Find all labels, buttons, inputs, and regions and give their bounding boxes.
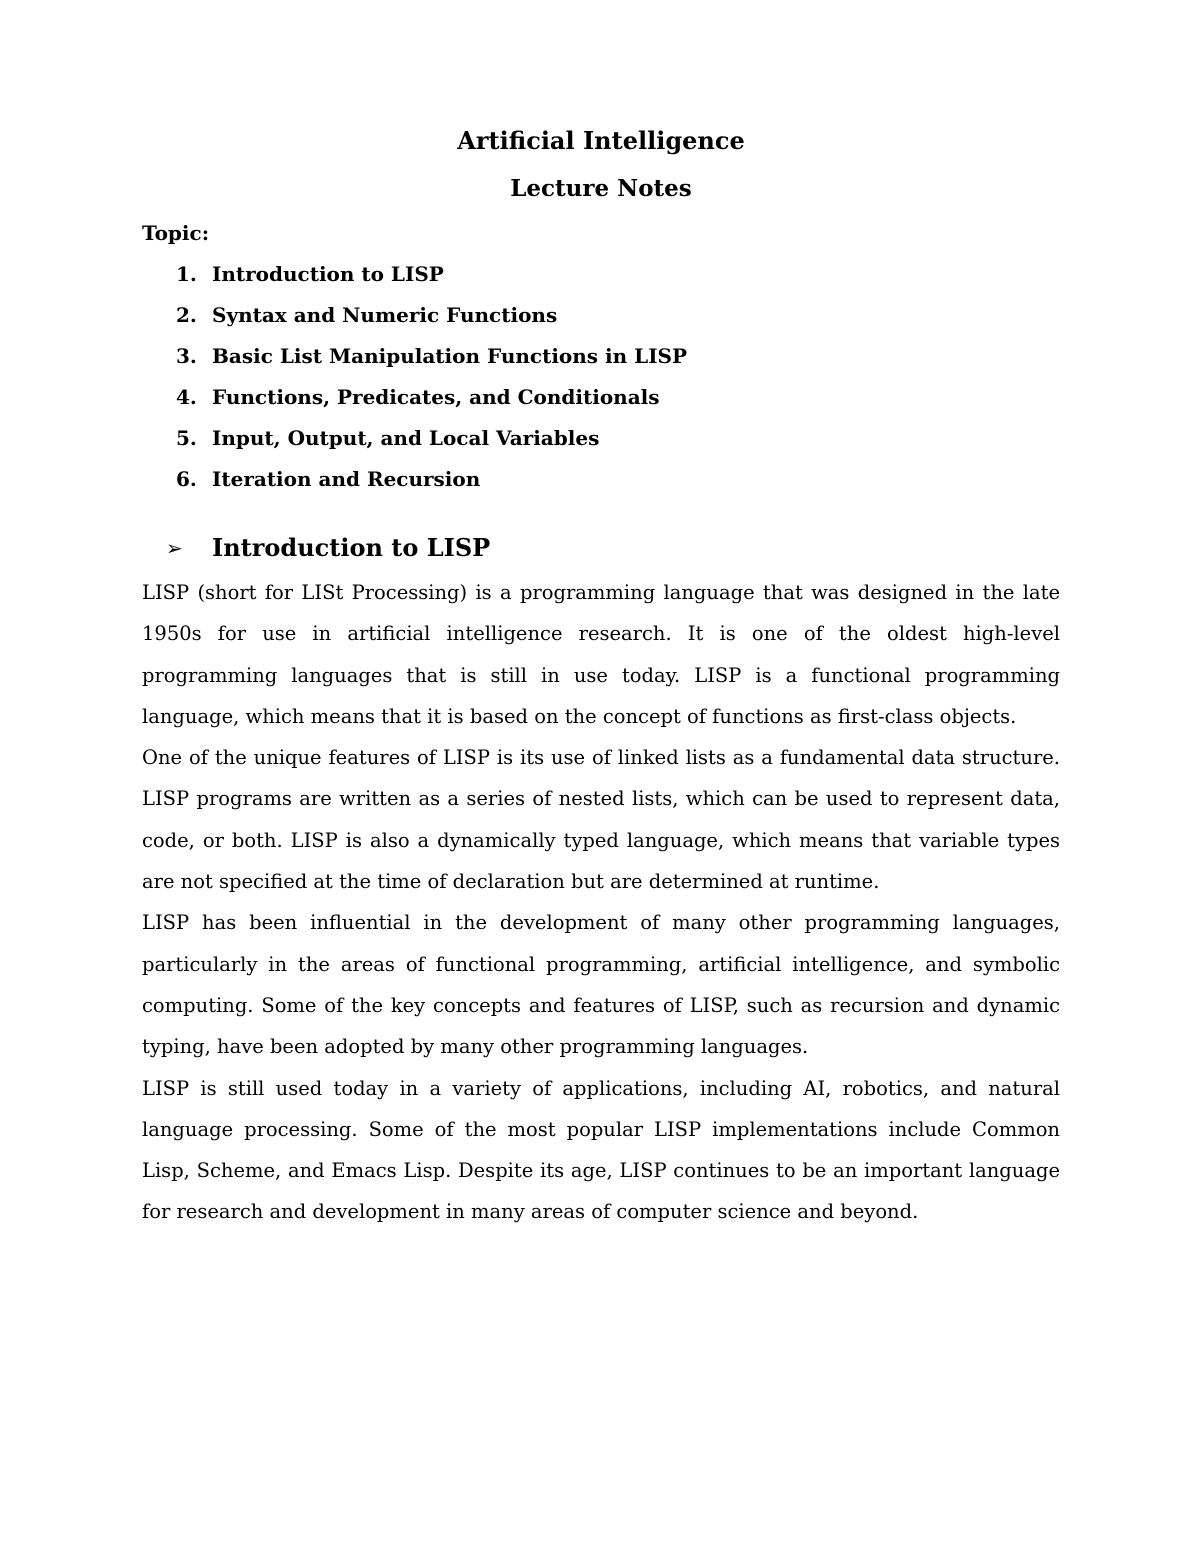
topic-number: 3. bbox=[176, 344, 197, 368]
document-subtitle: Lecture Notes bbox=[510, 175, 692, 202]
body-paragraph: One of the unique features of LISP is its use of linked lists as a fundamental data structure. LISP programs are written as a series of nested lists, which can be used to represent data, code, or both. LISP is also a dynamically typed language, which means that variable types are not specified at the time of declaration but are determined at runtime. bbox=[142, 746, 1060, 894]
topic-text: Syntax and Numeric Functions bbox=[212, 303, 558, 327]
topic-number: 1. bbox=[176, 262, 197, 286]
topic-number: 6. bbox=[176, 467, 197, 491]
topic-text: Introduction to LISP bbox=[212, 262, 444, 286]
topic-item bbox=[142, 418, 1060, 459]
topic-item bbox=[142, 254, 1060, 295]
topic-item bbox=[142, 336, 1060, 377]
topic-number: 4. bbox=[176, 385, 197, 409]
topic-number: 2. bbox=[176, 303, 197, 327]
topic-text: Iteration and Recursion bbox=[212, 467, 481, 491]
topic-text: Input, Output, and Local Variables bbox=[212, 426, 600, 450]
topic-list bbox=[142, 254, 1060, 500]
document-title: Artificial Intelligence bbox=[457, 126, 745, 155]
topic-text: Functions, Predicates, and Conditionals bbox=[212, 385, 660, 409]
body-paragraph: LISP is still used today in a variety of applications, including AI, robotics, and natural language processing. Some of the most popular LISP implementations include Common Lisp, Scheme, and Emacs Lisp. Despite its age, LISP continues to be an important language for research and development in many areas of computer science and beyond. bbox=[142, 1076, 1060, 1224]
topic-text: Basic List Manipulation Functions in LISP bbox=[212, 344, 688, 368]
section-heading-text: Introduction to LISP bbox=[212, 533, 491, 562]
document-page bbox=[142, 122, 1060, 1233]
body-paragraph: LISP has been influential in the development of many other programming languages, particularly in the areas of functional programming, artificial intelligence, and symbolic computing. Some of the key concepts and features of LISP, such as recursion and dynamic typing, have been adopted by many other programming languages. bbox=[142, 911, 1060, 1059]
topic-item bbox=[142, 377, 1060, 418]
topic-item bbox=[142, 459, 1060, 500]
topic-label: Topic: bbox=[142, 221, 210, 245]
section-heading bbox=[142, 528, 1060, 568]
topic-number: 5. bbox=[176, 426, 197, 450]
body-paragraph: LISP (short for LISt Processing) is a programming language that was designed in the late 1950s for use in artificial intelligence research. It is one of the oldest high-level programming languages that is still in use today. LISP is a functional programming language, which means that it is based on the concept of functions as first-class objects. bbox=[142, 581, 1060, 728]
topic-item bbox=[142, 295, 1060, 336]
arrow-bullet-icon: ➢ bbox=[166, 536, 183, 560]
